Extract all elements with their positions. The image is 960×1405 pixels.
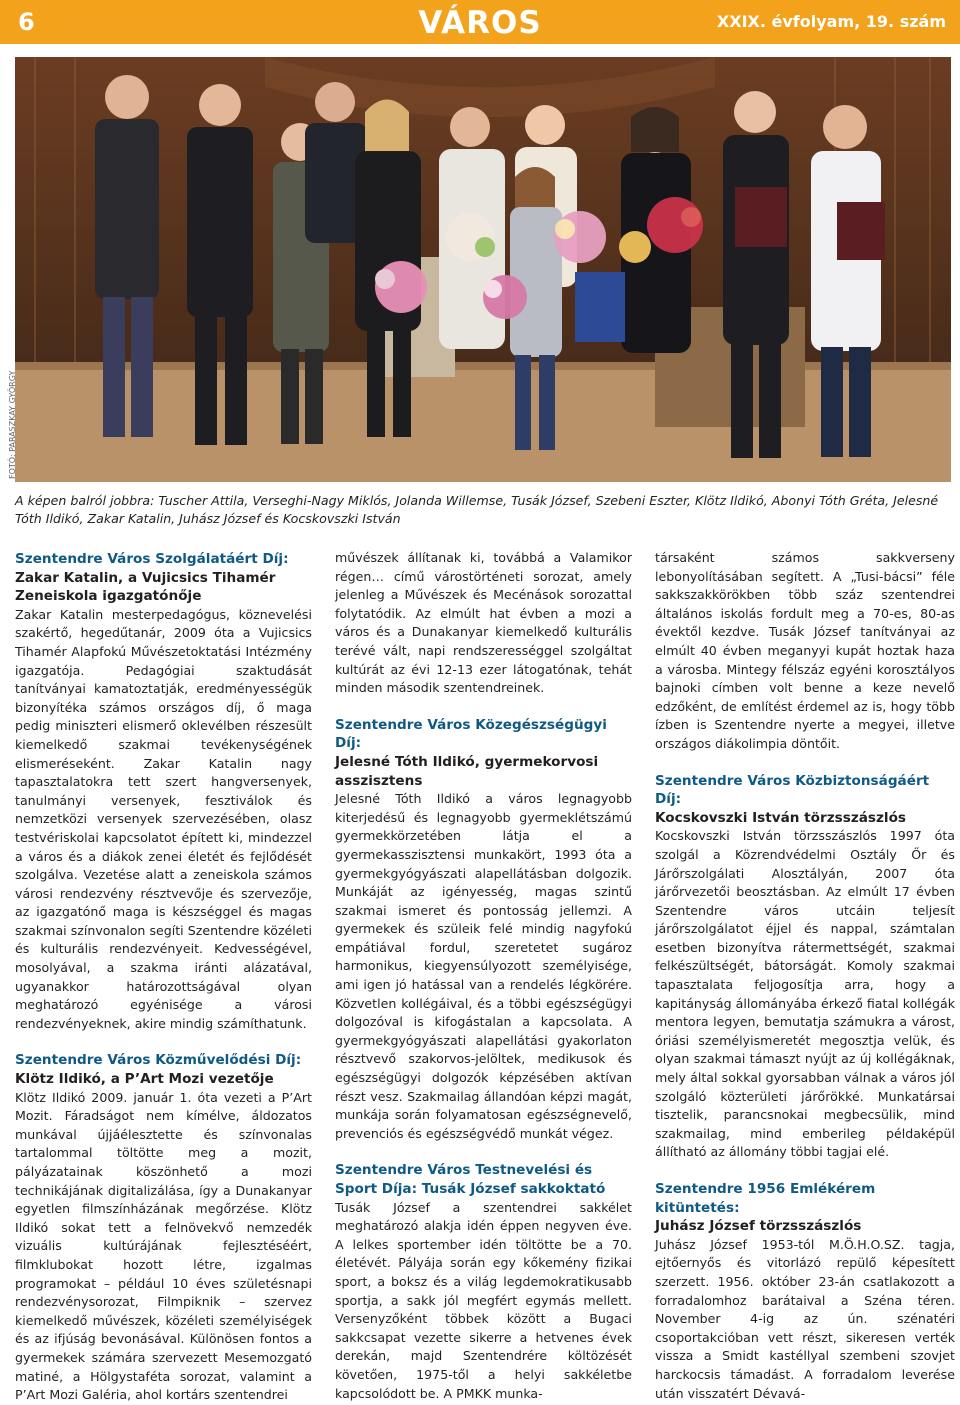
column-1 <box>15 550 312 1405</box>
page-header-bar <box>0 0 960 44</box>
award-body-5: Kocskovszki István törzsszászlós 1997 óta szolgál a Közrendvédelmi Osztály Őr és Járőrszolgálati Alosztályán, 2007 óta járőrvezetői beosztásban. Az elmúlt 17 évben Szentendre város utcáin teljesít járőrszolgálatot éjjel és nappal, számtalan esetben bizonyítva rátermettségét, szakmai felkészültségét, bátorságát. Komoly szakmai tapasztalata feljogosítja arra, hogy a kapitányság állományába érkező fiatal kollégák mentora legyen, bemutatja számukra a várost, óriási személyismeretét megosztja velük, és olyan szakmai támaszt nyújt az új kollégáknak, mely által sokkal gyorsabban válnak a város jól szolgáló közterületi járőrökké. Munkatársai tisztelik, parancsnokai megbecsülik, mind szakmailag, mind emberileg példaképül állítható az állomány többi tagjai elé. <box>655 828 955 1160</box>
award-body-1: Zakar Katalin mesterpedagógus, köznevelési szakértő, hegedűtanár, 2009 óta a Vujicsics Tihamér Alapfokú Művészetoktatási Intézmény igazgatója. Pedagógiai szaktudását tanítványai kamatoztatják, eredményességük bizonyítéka számos országos díj, ő maga pedig miniszteri elismerő oklevélben részesült kiemelkedő szakmai tevékenységének elismeréseként. Zakar Katalin nagy tapasztalatokra tett szert hangversenyek, tanulmányi versenyek, fesztiválok és nemzetközi versenyek szervezésében, olasz testvériskolai kapcsolatot épített ki, mindezzel a város és a diákok zenei életét és fejlődését szolgálva. Vezetése alatt a zeneiskola számos városi rendezvény résztvevője és szervezője, az igazgatónő maga is készséggel és magas szakmai színvonalon segíti Szentendre közéleti és kulturális rendezvényeit. Kedvességével, mosolyával, a szakma iránti alázatával, ugyanakkor határozottságával olyan meghatározó egyénisége a városi rendezvényeknek, akire mindig számíthatunk. <box>15 606 312 1031</box>
group-photo-illustration <box>15 57 951 482</box>
award-body-2: Klötz Ildikó 2009. január 1. óta vezeti a P’Art Mozit. Fáradságot nem kímélve, áldozatos munkával újjáélesztette és színvonalas tartalommal töltötte meg a mozit, pályázatainak köszönhető a mozi technikájának digitalizálása, így a Dunakanyar egyetlen filmszínházának megőrzése. Klötz Ildikó sokat tett a felnövekvő nemzedék vizuális kultúrájának fejlesztéséért, filmklubokat hozott létre, izgalmas programokat – például 10 éves születésnapi rendezvénysorozat, Filmpiknik – szervez kiemelkedő művészek, közéleti személyiségek és az ifjúság bevonásával. Különösen fontos a gyermekek számára szervezett Mesemozgató matiné, a Hölgystaféta sorozat, valamint a P’Art Mozi Galéria, ahol kortárs szentendrei <box>15 1089 312 1403</box>
column-2-intro: művészek állítanak ki, továbbá a Valamikor régen… című várostörténeti sorozat, amely jelenleg a Művészek és Mecénások sorozattal folytatódik. Az elmúlt hat évben a mozi a város és a Dunakanyar kiemelkedő kulturális terévé vált, napi rendszerességgel szolgáltat kultúrát az évi 12-13 ezer látogatónak, tehát minden második szentendreinek. <box>335 550 632 696</box>
award-body-6: Juhász József 1953-tól M.Ö.H.O.SZ. tagja, ejtőernyős és vitorlázó repülő képesített szerzett. 1956. október 23-án csatlakozott a forradalomhoz barátaival a Széna téren. November 4-ig az ún. szénatéri csoportakcióban vett részt, sikeresen verték vissza a Smidt kastéllyal szembeni szovjet harckocsis támadást. A forradalom leverése után visszatért Dévavá- <box>655 1236 955 1401</box>
award-body-3: Jelesné Tóth Ildikó a város legnagyobb kiterjedésű és legnagyobb gyermeklétszámú gyermekkörzetében látja el a gyermekasszisztensi munkakört, 1993 óta a gyermekgyógyászati alapellátásban dolgozik. Munkáját az igényesség, magas szintű szakmai ismeret és pontosság jellemzi. A gyermekek és szüleik felé mindig nagyfokú empátiával fordul, szeretetet sugároz harmonikus, kiegyensúlyozott személyisége, ami igen jó hatással van a rendelés légkörére. Közvetlen kollégáival, és a többi egészségügyi dolgozóval is kifogástalan a kapcsolata. A gyermekgyógyászati alapellátási gyakorlaton résztvevő szakorvos-jelöltek, medikusok és egészségügyi dolgozók képzésében aktívan részt vesz. Szakmailag állandóan képzi magát, munkája során folyamatosan egészségnevelő, prevenciós és egészségvédő munkát végez. <box>335 791 632 1141</box>
awardee-2: Klötz Ildikó, a P’Art Mozi vezetője <box>15 1071 274 1088</box>
award-title-1: Szentendre Város Szolgálatáért Díj: Zakar Katalin, a Vujicsics Tihamér Zeneiskola igazgatónője <box>15 550 312 606</box>
award-title-2: Szentendre Város Közművelődési Díj: Klötz Ildikó, a P’Art Mozi vezetője <box>15 1051 312 1088</box>
award-title-3: Szentendre Város Közegészségügyi Díj: Jelesné Tóth Ildikó, gyermekorvosi asszisztens <box>335 716 632 790</box>
column-2 <box>335 549 632 1403</box>
awardee-3: Jelesné Tóth Ildikó, gyermekorvosi asszisztens <box>335 753 599 789</box>
awardee-1: Zakar Katalin, a Vujicsics Tihamér Zeneiskola igazgatónője <box>15 569 276 605</box>
award-body-4: Tusák József a szentendrei sakkélet meghatározó alakja idén éppen negyven éve. A lelkes sportember idén töltötte be a 70. életévét. Pályája során egy kőkemény fizikai sport, a boksz és a világ legdemokratikusabb sportja, a sakk jól megfért egymás mellett. Versenyzőként többek között a Bugaci sakkcsapat vezette sikerre a hetvenes évek derekán, majd Szentendrére költözését követően, 1975-től a helyi sakkéletbe kapcsolódott be. A PMKK munka- <box>335 1199 632 1401</box>
issue-info: XXIX. évfolyam, 19. szám <box>716 12 946 31</box>
column-3 <box>655 549 955 1403</box>
column-3-intro: társaként számos sakkverseny lebonyolításában segített. A „Tusi-bácsi” féle sakkszakkörökben több száz szentendrei általános iskolás fordult meg a 70-es, 80-as évektől kezdve. Tusák József tanítványai az elmúlt 40 évben meganyyi kupát hoztak haza a városba. Mintegy félszáz egyéni korosztályos bajnoki címben volt benne a keze nevelő edzőként, de említést érdemel az is, hogy több ízben is Szentendre nyerte a megyei, illetve országos diákolimpia döntőit. <box>655 550 955 751</box>
award-title-6: Szentendre 1956 Emlékérem kitüntetés: Juhász József törzsszászlós <box>655 1180 955 1236</box>
award-title-5: Szentendre Város Közbiztonságáért Díj: Kocskovszki István törzsszászlós <box>655 772 955 828</box>
group-photo <box>15 57 951 482</box>
page-number: 6 <box>18 8 35 36</box>
awardee-6: Juhász József törzsszászlós <box>655 1218 862 1235</box>
masthead-title: VÁROS <box>418 5 542 41</box>
award-title-4: Szentendre Város Testnevelési és Sport Díja: Tusák József sakkoktató <box>335 1162 606 1197</box>
awardee-5: Kocskovszki István törzsszászlós <box>655 809 906 826</box>
photo-caption: A képen balról jobbra: Tuscher Attila, Verseghi-Nagy Miklós, Jolanda Willemse, Tusák József, Szebeni Eszter, Klötz Ildikó, Abonyi Tóth Gréta, Jelesné Tóth Ildikó, Zakar Katalin, Juhász József és Kocskovszki István <box>15 493 939 526</box>
